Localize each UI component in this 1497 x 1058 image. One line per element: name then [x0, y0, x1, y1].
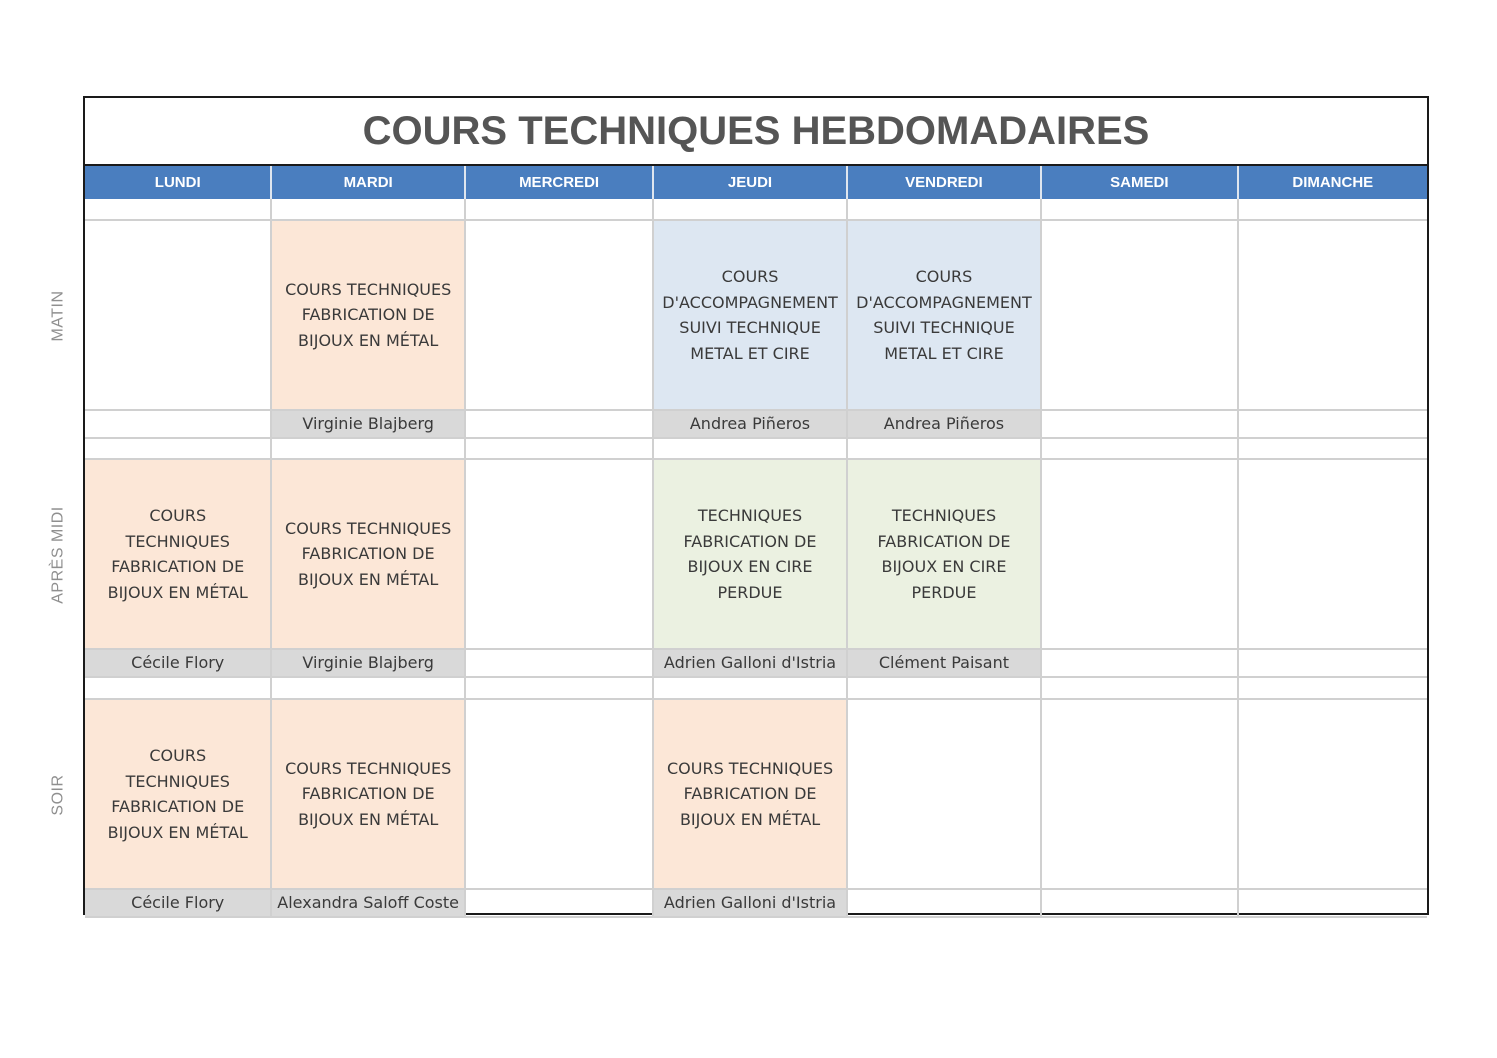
course-row: [85, 460, 1427, 650]
course-cell: [466, 221, 654, 411]
course-cell: COURS TECHNIQUES FABRICATION DE BIJOUX EN MÉTAL: [85, 460, 272, 650]
spacer-cell: [85, 199, 272, 221]
course-cell: [85, 221, 272, 411]
course-cell: COURS TECHNIQUES FABRICATION DE BIJOUX EN MÉTAL: [654, 700, 847, 890]
course-row: [85, 700, 1427, 890]
spacer-cell: [654, 438, 847, 460]
teacher-cell: [1239, 890, 1427, 918]
teacher-cell: [466, 890, 654, 918]
spacer-cell: [848, 199, 1042, 221]
day-header-vendredi: VENDREDI: [848, 166, 1042, 199]
teacher-cell: Clément Paisant: [848, 650, 1042, 678]
teacher-cell: Virginie Blajberg: [272, 650, 465, 678]
day-header-dimanche: DIMANCHE: [1292, 174, 1374, 191]
spacer-cell: [1042, 678, 1238, 700]
day-header-jeudi: JEUDI: [654, 166, 847, 199]
period-label: [47, 700, 71, 890]
spacer-cell: [466, 438, 654, 460]
course-cell: [1042, 221, 1238, 411]
period-label: [47, 221, 71, 411]
course-cell: [1042, 700, 1238, 890]
teacher-cell: Adrien Galloni d'Istria: [654, 890, 847, 918]
spacer-cell: [1042, 438, 1238, 460]
teacher-row: [85, 411, 1427, 439]
spacer-cell: [848, 438, 1042, 460]
day-header-samedi: SAMEDI: [1042, 166, 1238, 199]
teacher-cell: [466, 650, 654, 678]
course-cell: [1239, 221, 1427, 411]
course-cell: [1042, 460, 1238, 650]
course-cell: [1239, 460, 1427, 650]
teacher-cell: [85, 411, 272, 439]
teacher-cell: [1042, 411, 1238, 439]
course-cell: TECHNIQUES FABRICATION DE BIJOUX EN CIRE PERDUE: [654, 460, 848, 650]
teacher-row: [85, 890, 1427, 918]
teacher-cell: Cécile Flory: [85, 890, 272, 918]
teacher-cell: Alexandra Saloff Coste: [272, 890, 465, 918]
teacher-cell: [1042, 650, 1238, 678]
spacer-cell: [654, 678, 847, 700]
period-label-text: MATIN: [50, 290, 67, 342]
teacher-row: [85, 650, 1427, 678]
schedule-sheet: [50, 96, 1429, 915]
spacer-row: [85, 678, 1427, 700]
spacer-cell: [466, 199, 654, 221]
day-header-lundi: LUNDI: [85, 166, 272, 199]
spacer-cell: [85, 438, 272, 460]
spacer-cell: [85, 678, 272, 700]
teacher-cell: Adrien Galloni d'Istria: [654, 650, 847, 678]
course-cell: TECHNIQUES FABRICATION DE BIJOUX EN CIRE PERDUE: [848, 460, 1043, 650]
teacher-cell: [848, 890, 1042, 918]
course-row: [85, 221, 1427, 411]
course-cell: [466, 460, 654, 650]
course-cell: [466, 700, 654, 890]
spacer-cell: [1239, 678, 1427, 700]
page-title: COURS TECHNIQUES HEBDOMADAIRES: [85, 98, 1427, 166]
teacher-cell: [1042, 890, 1238, 918]
teacher-cell: [1239, 411, 1427, 439]
teacher-cell: Andrea Piñeros: [654, 411, 847, 439]
day-header-row: [85, 166, 1427, 199]
spacer-cell: [1042, 199, 1238, 221]
spacer-cell: [466, 678, 654, 700]
spacer-cell: [654, 199, 847, 221]
course-cell: COURS TECHNIQUES FABRICATION DE BIJOUX EN MÉTAL: [272, 460, 465, 650]
course-cell: COURS TECHNIQUES FABRICATION DE BIJOUX EN MÉTAL: [272, 700, 465, 890]
period-label: [47, 460, 71, 650]
day-header-mercredi: MERCREDI: [466, 166, 654, 199]
teacher-cell: [466, 411, 654, 439]
spacer-row: [85, 199, 1427, 221]
teacher-cell: Andrea Piñeros: [848, 411, 1042, 439]
spacer-cell: [272, 438, 465, 460]
teacher-cell: Cécile Flory: [85, 650, 272, 678]
day-header-mardi: MARDI: [272, 166, 465, 199]
spacer-cell: [1239, 438, 1427, 460]
period-label-text: APRÈS MIDI: [50, 506, 67, 604]
course-cell: COURS TECHNIQUES FABRICATION DE BIJOUX EN MÉTAL: [85, 700, 272, 890]
teacher-cell: [1239, 650, 1427, 678]
course-cell: COURS D'ACCOMPAGNEMENT SUIVI TECHNIQUE METAL ET CIRE: [654, 221, 847, 411]
spacer-cell: [272, 678, 465, 700]
course-cell: [1239, 700, 1427, 890]
spacer-cell: [1239, 199, 1427, 221]
spacer-cell: [272, 199, 465, 221]
course-cell: COURS TECHNIQUES FABRICATION DE BIJOUX EN MÉTAL: [272, 221, 465, 411]
course-cell: [848, 700, 1042, 890]
spacer-row: [85, 438, 1427, 460]
teacher-cell: Virginie Blajberg: [272, 411, 465, 439]
period-label-text: SOIR: [50, 774, 67, 816]
course-cell: COURS D'ACCOMPAGNEMENT SUIVI TECHNIQUE METAL ET CIRE: [848, 221, 1042, 411]
spacer-cell: [848, 678, 1042, 700]
